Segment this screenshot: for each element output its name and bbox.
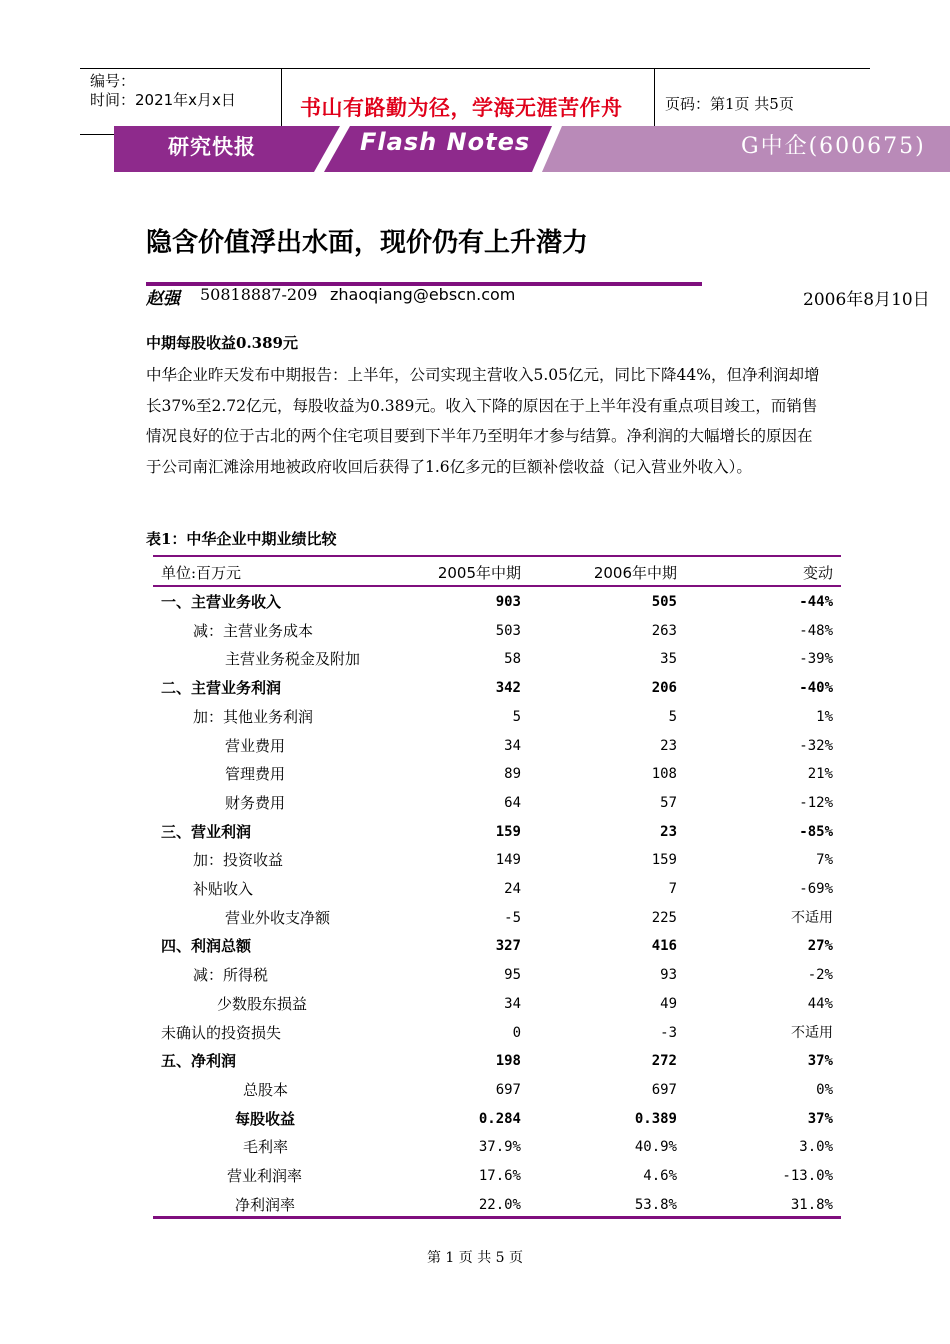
table-row bbox=[153, 875, 841, 903]
header-divider-2 bbox=[654, 68, 655, 135]
header-top-border bbox=[80, 68, 870, 69]
row-value-2006: 57 bbox=[660, 794, 677, 811]
table-header-row bbox=[153, 559, 841, 587]
row-label: 减：所得税 bbox=[193, 966, 269, 985]
row-label: 营业利润率 bbox=[227, 1167, 303, 1185]
row-value-2005: 34 bbox=[504, 995, 521, 1012]
row-value-2005: 342 bbox=[495, 680, 521, 697]
row-label: 补贴收入 bbox=[193, 880, 254, 898]
row-value-2006: 416 bbox=[651, 938, 677, 955]
row-label: 减：主营业务成本 bbox=[193, 621, 314, 640]
header-change: 变动 bbox=[802, 564, 833, 582]
row-label: 四、利润总额 bbox=[161, 937, 252, 956]
report-date: 2006年8月10日 bbox=[803, 290, 930, 310]
header-divider-1 bbox=[281, 68, 282, 135]
row-value-2006: 263 bbox=[651, 622, 677, 639]
table-row bbox=[153, 674, 841, 702]
table-caption: 表1：中华企业中期业绩比较 bbox=[146, 530, 337, 548]
row-change: 3.0% bbox=[799, 1139, 833, 1156]
row-change: 0% bbox=[816, 1081, 833, 1098]
row-value-2006: 7 bbox=[668, 881, 677, 897]
row-label: 五、净利润 bbox=[161, 1052, 237, 1071]
table-row bbox=[153, 789, 841, 817]
page-info: 页码：第1页 共5页 bbox=[665, 95, 794, 113]
row-value-2005: -5 bbox=[504, 909, 521, 926]
row-value-2006: 40.9% bbox=[634, 1139, 677, 1156]
row-value-2006: 159 bbox=[651, 852, 677, 869]
row-label: 每股收益 bbox=[235, 1109, 296, 1128]
row-label: 毛利率 bbox=[243, 1138, 289, 1157]
table-row bbox=[153, 1133, 841, 1161]
row-label: 三、营业利润 bbox=[161, 822, 252, 841]
row-value-2005: 89 bbox=[504, 766, 521, 783]
row-label: 营业费用 bbox=[225, 736, 286, 755]
row-value-2006: 697 bbox=[651, 1081, 677, 1098]
row-change: -44% bbox=[799, 594, 833, 610]
author-email: zhaoqiang@ebscn.com bbox=[330, 285, 516, 304]
table-row bbox=[153, 932, 841, 960]
row-value-2005: 327 bbox=[495, 938, 521, 955]
table-row bbox=[153, 645, 841, 673]
row-value-2005: 24 bbox=[504, 881, 521, 897]
time-label: 时间：2021年x月x日 bbox=[90, 91, 236, 109]
row-change: 37% bbox=[807, 1110, 833, 1127]
row-label: 未确认的投资损失 bbox=[161, 1023, 282, 1042]
body-paragraph: 中华企业昨天发布中期报告：上半年，公司实现主营收入5.05亿元，同比下降44%，但净利润却增长37%至2.72亿元，每股收益为0.389元。收入下降的原因在于上半年没有重点项目竣工，而销售情况良好的位于古北的两个住宅项目要到下半年乃至明年才参与结算。净利润的大幅增长的原因在于公司南汇滩涂用地被政府收回后获得了1.6亿多元的巨额补偿收益（记入营业外收入）。 bbox=[146, 366, 820, 476]
banner-ticker: G中企(600675) bbox=[741, 134, 926, 159]
table-row bbox=[153, 588, 841, 616]
table-row bbox=[153, 1105, 841, 1133]
row-value-2005: 37.9% bbox=[478, 1139, 521, 1156]
row-value-2006: 206 bbox=[651, 680, 677, 697]
row-label: 总股本 bbox=[243, 1080, 289, 1099]
table-row bbox=[153, 1047, 841, 1075]
row-value-2006: 225 bbox=[651, 909, 677, 926]
banner-middle-text: Flash Notes bbox=[360, 128, 531, 156]
row-change: -39% bbox=[799, 651, 833, 668]
row-change: 44% bbox=[807, 995, 833, 1012]
row-change: 不适用 bbox=[791, 909, 833, 926]
table-row bbox=[153, 961, 841, 989]
row-value-2005: 17.6% bbox=[478, 1168, 521, 1184]
row-label: 主营业务税金及附加 bbox=[225, 650, 361, 669]
row-value-2006: 5 bbox=[668, 708, 677, 725]
row-value-2006: -3 bbox=[660, 1024, 677, 1041]
row-change: 31.8% bbox=[790, 1196, 833, 1213]
row-value-2006: 23 bbox=[660, 737, 677, 754]
header-2005: 2005年中期 bbox=[437, 564, 521, 582]
table-row bbox=[153, 732, 841, 760]
row-change: -40% bbox=[799, 680, 833, 697]
row-change: 27% bbox=[807, 938, 833, 955]
row-change: -2% bbox=[807, 967, 833, 984]
page-footer: 第 1 页 共 5 页 bbox=[426, 1250, 524, 1266]
table-row bbox=[153, 1076, 841, 1104]
row-change: -32% bbox=[799, 737, 833, 754]
row-change: 7% bbox=[816, 852, 833, 869]
row-change: 21% bbox=[807, 766, 833, 783]
row-value-2006: 53.8% bbox=[634, 1196, 677, 1213]
row-label: 净利润率 bbox=[235, 1195, 296, 1214]
row-value-2005: 5 bbox=[512, 708, 521, 725]
table-row bbox=[153, 617, 841, 645]
row-value-2005: 159 bbox=[495, 823, 521, 840]
row-value-2005: 22.0% bbox=[478, 1196, 521, 1213]
row-change: 不适用 bbox=[791, 1024, 833, 1041]
table-row bbox=[153, 846, 841, 874]
row-value-2006: 49 bbox=[660, 995, 677, 1012]
header-motto: 书山有路勤为径，学海无涯苦作舟 bbox=[300, 95, 623, 120]
table-row bbox=[153, 1191, 841, 1219]
author-name: 赵强 bbox=[146, 289, 180, 309]
table-row bbox=[153, 760, 841, 788]
row-label: 营业外收支净额 bbox=[225, 908, 331, 927]
row-label: 加：投资收益 bbox=[193, 851, 284, 870]
table-row bbox=[153, 818, 841, 846]
table-row bbox=[153, 1019, 841, 1047]
row-change: 1% bbox=[816, 708, 833, 725]
row-value-2005: 198 bbox=[495, 1053, 521, 1070]
banner-left-text: 研究快报 bbox=[168, 134, 256, 159]
row-value-2005: 58 bbox=[504, 651, 521, 668]
row-change: -48% bbox=[799, 622, 833, 639]
table-row bbox=[153, 703, 841, 731]
table-row bbox=[153, 1162, 841, 1190]
row-change: -13.0% bbox=[782, 1168, 833, 1184]
row-value-2005: 697 bbox=[495, 1081, 521, 1098]
row-value-2005: 0 bbox=[512, 1024, 521, 1041]
row-label: 加：其他业务利润 bbox=[193, 707, 314, 726]
row-value-2006: 272 bbox=[651, 1053, 677, 1070]
table-row bbox=[153, 904, 841, 932]
row-value-2006: 0.389 bbox=[634, 1110, 677, 1127]
row-label: 少数股东损益 bbox=[217, 994, 308, 1013]
row-value-2005: 64 bbox=[504, 794, 521, 811]
section-subhead: 中期每股收益0.389元 bbox=[146, 334, 298, 352]
row-label: 二、主营业务利润 bbox=[161, 679, 282, 698]
row-change: -12% bbox=[799, 794, 833, 811]
header-unit: 单位:百万元 bbox=[161, 564, 242, 582]
row-value-2006: 108 bbox=[651, 766, 677, 783]
row-change: -85% bbox=[799, 823, 833, 840]
author-phone: 50818887-209 bbox=[200, 285, 318, 304]
row-value-2006: 35 bbox=[660, 651, 677, 668]
row-label: 财务费用 bbox=[225, 793, 286, 812]
serial-label: 编号： bbox=[90, 72, 136, 90]
row-value-2006: 23 bbox=[660, 823, 677, 840]
row-value-2006: 505 bbox=[651, 594, 677, 610]
row-change: -69% bbox=[799, 881, 833, 897]
row-value-2005: 34 bbox=[504, 737, 521, 754]
row-value-2006: 4.6% bbox=[643, 1168, 677, 1184]
row-value-2005: 903 bbox=[495, 594, 521, 610]
row-value-2005: 149 bbox=[495, 852, 521, 869]
row-label: 一、主营业务收入 bbox=[161, 593, 282, 611]
row-label: 管理费用 bbox=[225, 765, 286, 784]
table-top-rule bbox=[153, 555, 841, 557]
page-title: 隐含价值浮出水面，现价仍有上升潜力 bbox=[146, 228, 589, 258]
table-row bbox=[153, 990, 841, 1018]
row-value-2005: 503 bbox=[495, 622, 521, 639]
header-2006: 2006年中期 bbox=[593, 564, 677, 582]
row-value-2005: 95 bbox=[504, 967, 521, 984]
row-value-2005: 0.284 bbox=[478, 1110, 521, 1127]
row-value-2006: 93 bbox=[660, 967, 677, 984]
row-change: 37% bbox=[807, 1053, 833, 1070]
